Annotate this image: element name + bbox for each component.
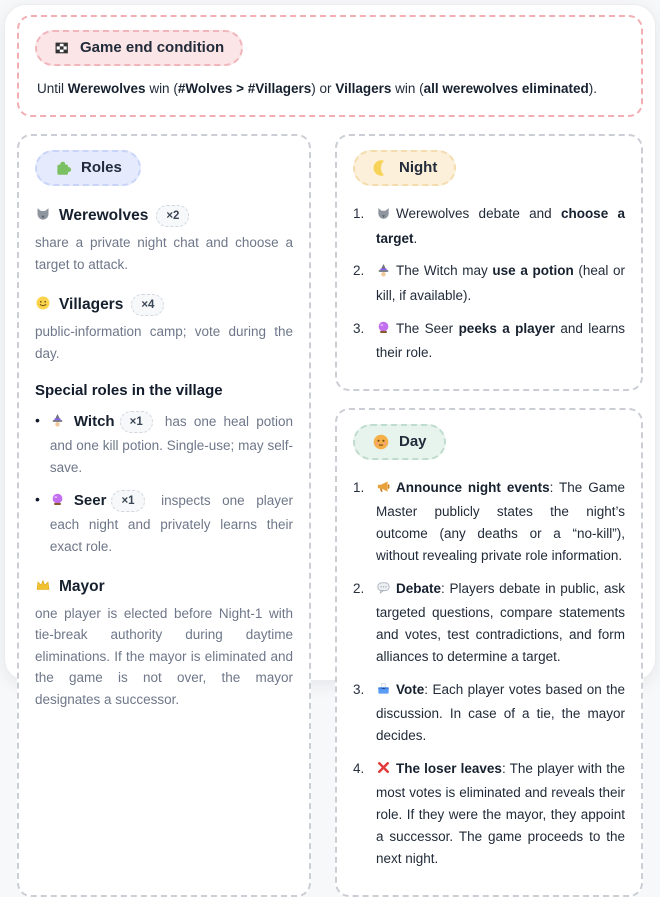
crescent-moon-icon [372,159,390,177]
day-card [335,408,643,897]
seer-description: inspects one player each night and privately learns their exact role. [49,492,293,554]
day-step-4: 4. The loser leaves: The player with the most votes is eliminated and reveals their role. If they were the mayor, they appoint a successor. The game proceeds to the next night. [353,760,625,866]
villagers-count-badge: ×4 [131,294,164,316]
night-steps [353,203,625,364]
werewolves-heading [35,205,293,227]
roles-card [17,134,311,896]
day-step-2: 2. Debate: Players debate in public, ask targeted questions, compare statements and votes, test contradictions, and form alliances to determine a target. [353,580,625,664]
speech-balloon-icon [376,580,391,602]
night-step-2-text: The Witch may use a potion (heal or kill, if available). [376,263,625,303]
mayor-description: one player is elected before Night-1 with tie-break authority during daytime eliminations. If the mayor is eliminated and the game is not over, the mayor designates a successor. [35,605,293,708]
villager-face-icon [35,295,51,316]
seer-name: Seer [73,491,107,509]
mayor-heading [35,577,293,598]
night-card [335,134,643,391]
day-face-icon [372,433,390,451]
witch-count-badge: ×1 [120,411,153,433]
werewolves-description: share a private night chat and choose a target to attack. [35,235,293,272]
day-title: Day [399,432,427,450]
werewolves-count-badge: ×2 [156,205,189,227]
rules-page [4,4,656,866]
puzzle-icon [54,159,72,177]
day-step-4-text: The loser leaves: The player with the most votes is eliminated and reveals their role. If they were the mayor, they appoint a successor. The game proceeds to the next night. [376,760,625,866]
roles-title: Roles [81,159,122,177]
seer-count-badge: ×1 [111,490,144,512]
witch-name: Witch [73,412,115,430]
witch-icon [376,263,391,285]
night-title: Night [399,159,438,177]
witch-icon [50,413,65,435]
crystal-ball-icon [376,320,391,342]
columns [17,134,643,866]
villagers-heading [35,294,293,316]
megaphone-icon [376,479,391,501]
special-roles-heading: Special roles in the village [35,381,223,399]
roles-badge [35,150,141,186]
seer-list-item [35,489,293,558]
cross-mark-icon [376,760,391,782]
crystal-ball-icon [50,492,65,514]
night-step-3-text: The Seer peeks a player and learns their role. [376,320,625,361]
game-end-condition-title: Game end condition [80,39,225,56]
night-step-2: 2. The Witch may use a potion (heal or kill, if available). [353,263,625,303]
mayor-name: Mayor [59,578,105,596]
night-badge [353,150,456,186]
crown-icon [35,577,51,598]
day-step-1: 1. Announce night events: The Game Master publicly states the night’s outcome (any deaths or a “no-kill”), without revealing private role information. [353,479,625,563]
villagers-description: public-information camp; vote during the day. [35,324,293,361]
day-step-3: 3. Vote: Each player votes based on the discussion. In case of a tie, the mayor decides. [353,681,625,743]
right-column [335,134,643,896]
day-step-3-text: Vote: Each player votes based on the discussion. In case of a tie, the mayor decides. [376,681,625,743]
bullet-marker: • [35,411,40,428]
game-end-condition-text: Until Werewolves win (#Wolves > #Villagers) or Villagers win (all werewolves eliminated). [37,81,597,96]
game-end-condition-badge [35,30,243,66]
witch-list-item [35,410,293,479]
day-steps [353,477,625,870]
werewolves-name: Werewolves [59,207,149,225]
day-step-2-text: Debate: Players debate in public, ask targeted questions, compare statements and votes, test contradictions, and form alliances to determine a target. [376,580,625,664]
day-step-1-text: Announce night events: The Game Master publicly states the night’s outcome (any deaths or a “no-kill”), without revealing private role information. [376,479,625,563]
game-end-condition-card [17,15,643,117]
villagers-name: Villagers [59,296,124,314]
bullet-marker: • [35,490,40,507]
wolf-icon [376,206,391,228]
checkered-flag-icon [54,40,71,57]
wolf-icon [35,206,51,227]
night-step-1-text: Werewolves debate and choose a target. [376,206,625,246]
witch-description: has one heal potion and one kill potion. Single-use; may self-save. [49,413,293,475]
night-step-3: 3. The Seer peeks a player and learns their role. [353,320,625,361]
day-badge [353,424,446,460]
night-step-1: 1. Werewolves debate and choose a target. [353,206,625,246]
